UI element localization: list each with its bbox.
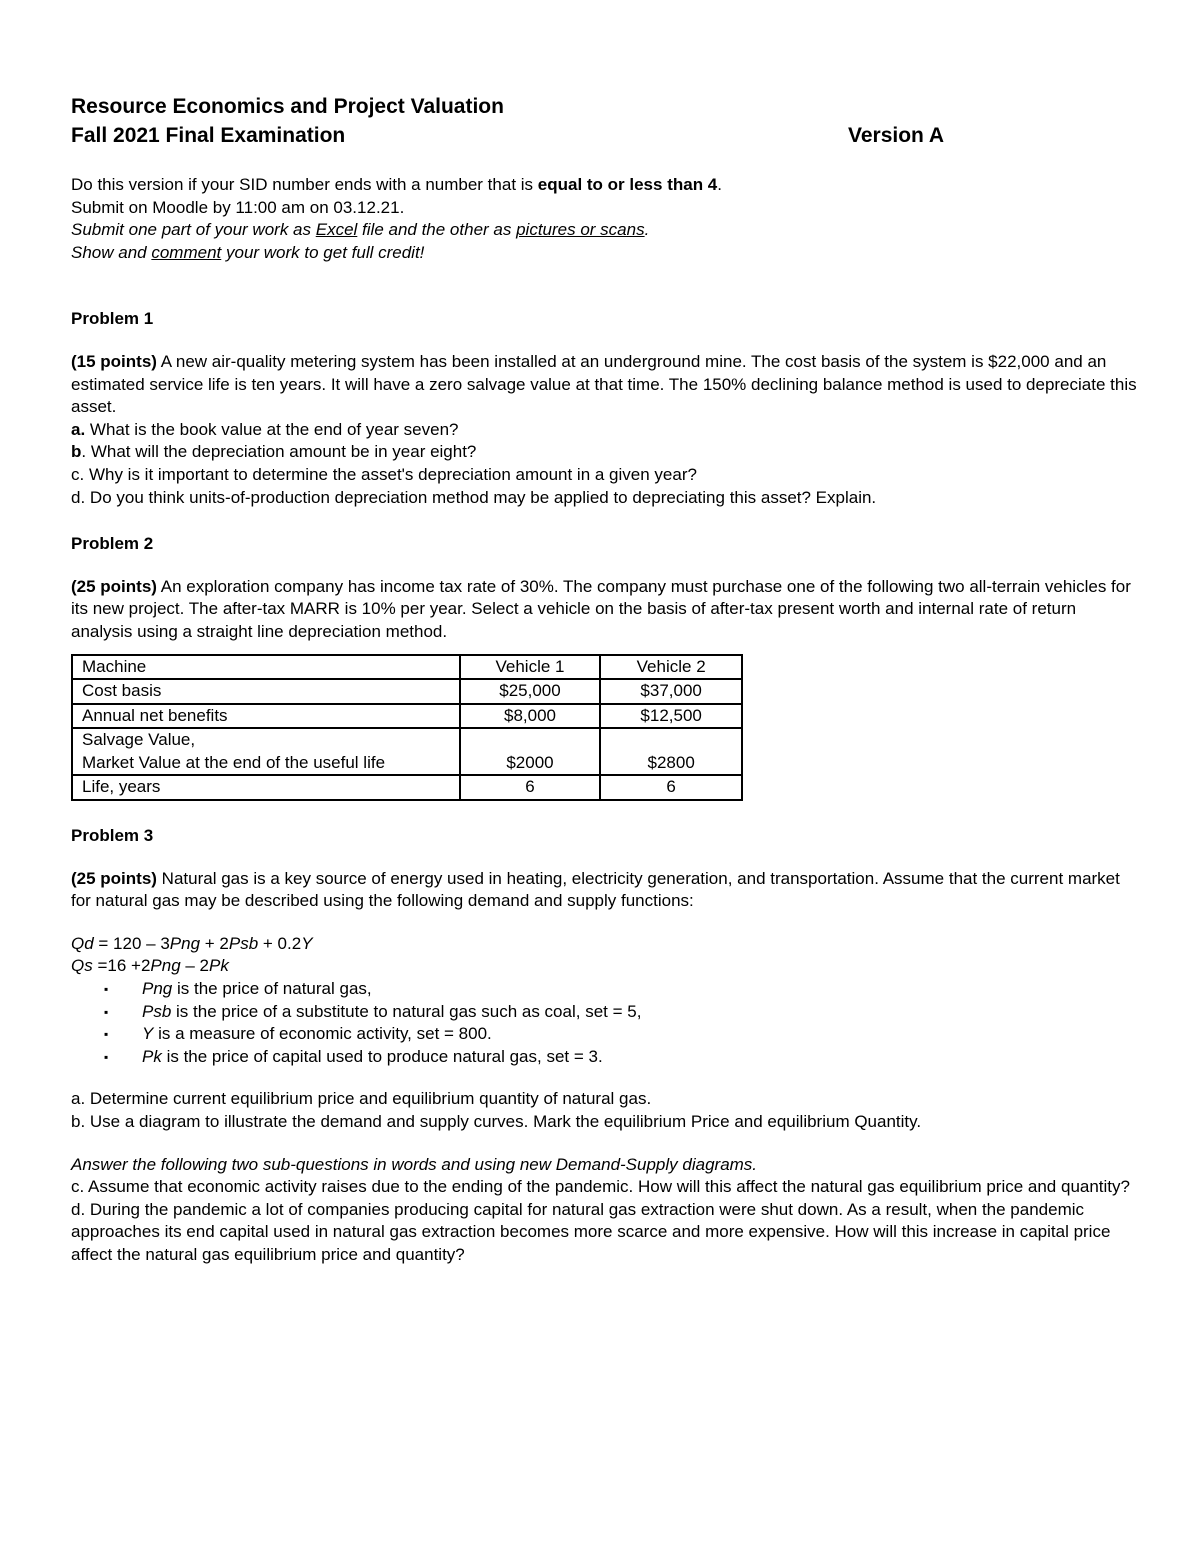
problem3-question-b: b. Use a diagram to illustrate the demand and supply curves. Mark the equilibrium Price and equilibrium Quantity. [71, 1112, 922, 1131]
problem3-question-d: d. During the pandemic a lot of companies producing capital for natural gas extraction were shut down. As a result, when the pandemic approaches its end capital used in natural gas extraction becomes more scarce and more expensive. How will this increase in capital price affect the natural gas equilibrium price and quantity? [71, 1199, 1111, 1264]
course-title: Resource Economics and Project Valuation [71, 95, 504, 118]
table-cell-value: $37,000 [600, 679, 742, 704]
instruction-show-work: Show and comment your work to get full credit! [71, 242, 425, 262]
instruction-submit-format: Submit one part of your work as Excel file and the other as pictures or scans. [71, 220, 650, 240]
problem2-heading: Problem 2 [71, 534, 154, 554]
table-row [72, 728, 742, 775]
list-item: ▪ Y is a measure of economic activity, set = 800. [71, 1023, 1141, 1046]
demand-equation: Qd = 120 – 3Png + 2Psb + 0.2Y [71, 933, 313, 953]
instruction-sid: Do this version if your SID number ends with a number that is equal to or less than 4. [71, 175, 722, 194]
list-item: ▪ Pk is the price of capital used to produce natural gas, set = 3. [71, 1046, 1141, 1069]
problem1-question-d: d. Do you think units-of-production depreciation method may be applied to depreciating this asset? Explain. [71, 487, 877, 507]
problem3-question-c: c. Assume that economic activity raises due to the ending of the pandemic. How will this affect the natural gas equilibrium price and quantity? [71, 1177, 1130, 1197]
table-cell-value: $25,000 [460, 679, 601, 704]
exam-page [71, 92, 1141, 1267]
problem3-subquestion-intro: Answer the following two sub-questions in words and using new Demand-Supply diagrams. [71, 1154, 758, 1174]
problem1-heading: Problem 1 [71, 309, 154, 329]
problem1-question-c: c. Why is it important to determine the asset's depreciation amount in a given year? [71, 464, 697, 484]
supply-equation: Qs =16 +2Png – 2Pk [71, 956, 229, 976]
table-cell-label: Life, years [72, 775, 460, 800]
instruction-sid-condition: equal to or less than 4 [537, 175, 718, 194]
problem1-question-b: b. What will the depreciation amount be in year eight? [71, 442, 477, 462]
bullet-icon: ▪ [104, 1027, 109, 1042]
table-cell-label: Salvage Value, Market Value at the end of the useful life [72, 728, 460, 775]
table-row [72, 775, 742, 800]
exam-title: Fall 2021 Final Examination [71, 124, 346, 147]
exam-title-row [71, 121, 1141, 150]
problem1-question-a: a. What is the book value at the end of year seven? [71, 419, 459, 439]
problem2-statement: (25 points) An exploration company has income tax rate of 30%. The company must purchase one of the following two all-terrain vehicles for its new project. The after-tax MARR is 10% per year. Select a vehicle on the basis of after-tax present worth and internal rate of return analysis using a straight line depreciation method. [71, 576, 1131, 641]
vehicle-comparison-table [71, 654, 743, 802]
table-cell-value: $2000 [460, 728, 601, 775]
table-cell-value: $8,000 [460, 704, 601, 729]
table-row [72, 704, 742, 729]
table-cell-label: Annual net benefits [72, 704, 460, 729]
table-cell-value: $12,500 [600, 704, 742, 729]
table-row [72, 679, 742, 704]
table-header-cell: Machine [72, 655, 460, 680]
problem3-statement: (25 points) Natural gas is a key source of energy used in heating, electricity generation, and transportation. Assume that the current market for natural gas may be described using the following demand and supply functions: [71, 868, 1120, 911]
table-cell-value: 6 [460, 775, 601, 800]
table-header-cell: Vehicle 2 [600, 655, 742, 680]
list-item: ▪ Psb is the price of a substitute to natural gas such as coal, set = 5, [71, 1001, 1141, 1024]
table-cell-label: Cost basis [72, 679, 460, 704]
table-cell-value: 6 [600, 775, 742, 800]
table-header-cell: Vehicle 1 [460, 655, 601, 680]
problem2-points: (25 points) [71, 576, 157, 596]
bullet-icon: ▪ [104, 1049, 109, 1064]
problem3-points: (25 points) [71, 868, 157, 888]
list-item: ▪ Png is the price of natural gas, [71, 978, 1141, 1001]
problem1-points: (15 points) [71, 351, 157, 371]
variable-definitions [71, 978, 1141, 1068]
problem1-statement: (15 points) A new air-quality metering system has been installed at an underground mine. The cost basis of the system is $22,000 and an estimated service life is ten years. It will have a zero salvage value at that time. The 150% declining balance method is used to depreciate this asset. [71, 351, 1137, 417]
problem3-heading: Problem 3 [71, 826, 154, 846]
exam-version: Version A [848, 124, 945, 147]
problem3-question-a: a. Determine current equilibrium price and equilibrium quantity of natural gas. [71, 1089, 652, 1109]
table-cell-value: $2800 [600, 728, 742, 775]
instruction-deadline: Submit on Moodle by 11:00 am on 03.12.21. [71, 197, 405, 217]
bullet-icon: ▪ [104, 982, 109, 997]
table-header-row [72, 655, 742, 680]
bullet-icon: ▪ [104, 1004, 109, 1019]
